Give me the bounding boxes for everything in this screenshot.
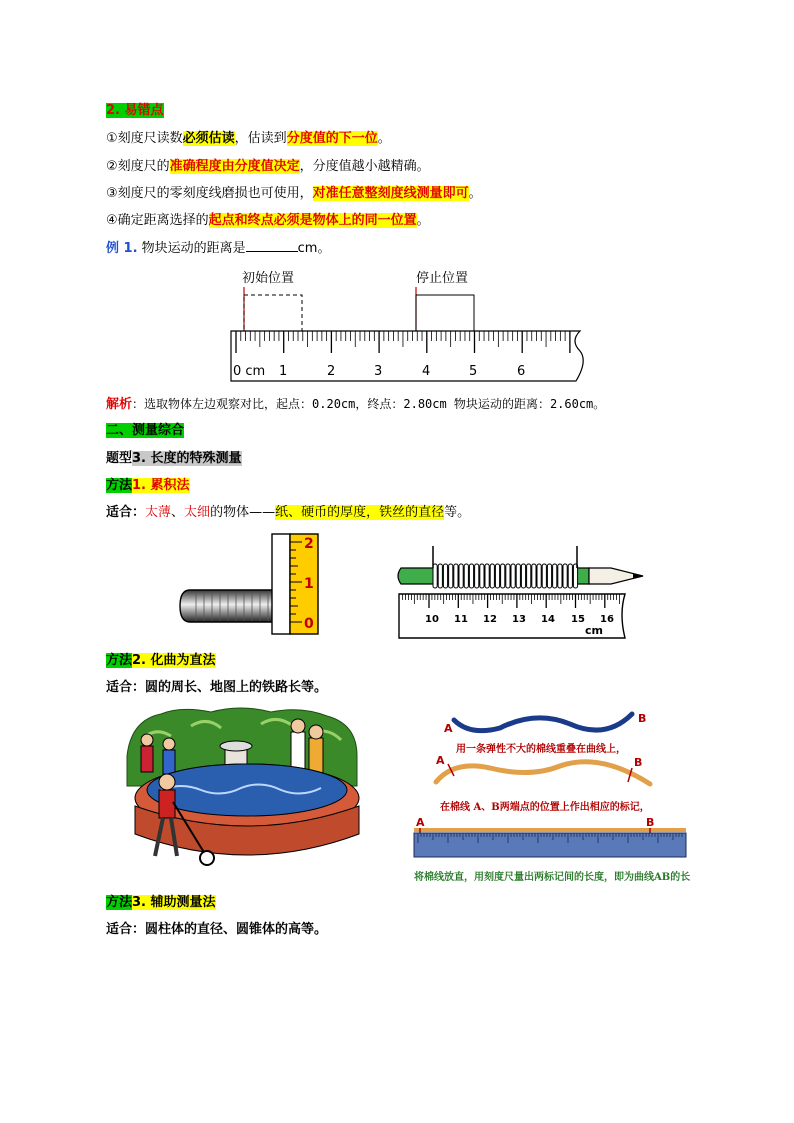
answer-blank <box>246 239 298 252</box>
method-label: 方法 <box>106 653 133 668</box>
analysis-line <box>106 394 605 415</box>
point-b-label: B <box>646 816 655 829</box>
thread-on-curve <box>436 762 650 784</box>
wire-pencil-diagram <box>393 538 649 644</box>
caption-1: 用一条弹性不大的棉线重叠在曲线上， <box>456 744 626 755</box>
item-highlight: 准确程度由分度值决定 <box>169 159 300 174</box>
ruler-label: 5 <box>469 364 478 379</box>
question-unit: cm。 <box>297 241 331 256</box>
ruler-label: 14 <box>541 614 555 625</box>
ruler-label: 15 <box>571 614 585 625</box>
item-text: ，估读到 <box>234 131 287 146</box>
method-label: 方法 <box>106 478 133 493</box>
fit-sep: 、 <box>171 505 185 520</box>
fit-label: 适合： <box>106 505 146 520</box>
caption-3: 将棉线放直，用刻度尺量出两标记间的长度，即为曲线AB的长 <box>414 872 691 883</box>
fit-text: 等。 <box>444 505 471 520</box>
curve-straight-figure <box>410 706 700 890</box>
coin-stack-figure <box>176 530 324 642</box>
ruler-label: 10 <box>425 614 439 625</box>
method-title: 3. 辅助测量法 <box>132 895 216 910</box>
coil-loop <box>516 564 520 588</box>
coil-loop <box>568 564 572 588</box>
coil-loop <box>542 564 546 588</box>
point-a-label: A <box>436 754 445 767</box>
ruler-label: 0 <box>304 616 314 632</box>
method-label: 方法 <box>106 895 133 910</box>
coil-loop <box>490 564 494 588</box>
item-text: 。 <box>416 213 430 228</box>
wire-pencil-figure <box>393 538 649 644</box>
analysis-label: 解析 <box>106 397 133 412</box>
coil-loop <box>454 564 458 588</box>
curve-ab <box>454 714 632 731</box>
fit-item: 太细 <box>184 505 211 520</box>
example-label: 例 1. <box>106 241 138 256</box>
item-text: 。 <box>377 131 391 146</box>
coil-loop <box>553 564 557 588</box>
example-question <box>106 239 330 259</box>
fit-label: 适合： <box>106 680 146 695</box>
coil-loop <box>469 564 473 588</box>
caption-2: 在棉线 A、B两端点的位置上作出相应的标记， <box>440 802 650 813</box>
method-title: 2. 化曲为直法 <box>132 653 216 668</box>
section-heading <box>106 101 164 121</box>
coil-loop <box>547 564 551 588</box>
ruler-figure <box>228 265 594 385</box>
stop-label: 停止位置 <box>416 271 469 286</box>
method-title: 1. 累积法 <box>132 478 190 493</box>
coil-loop <box>485 564 489 588</box>
item-highlight: 起点和终点必须是物体上的同一位置 <box>208 213 417 228</box>
method-3-fit <box>106 920 327 940</box>
fit-text: 圆柱体的直径、圆锥体的高等。 <box>145 922 328 937</box>
coil-loop <box>527 564 531 588</box>
coil-loop <box>438 564 442 588</box>
curve-straight-diagram <box>410 706 700 890</box>
fit-label: 适合： <box>106 922 146 937</box>
point-b-label: B <box>634 756 643 769</box>
coil-loop <box>449 564 453 588</box>
item-highlight: 分度值的下一位 <box>286 131 378 146</box>
coil-loop <box>521 564 525 588</box>
part-heading <box>106 421 184 441</box>
item-text: ①刻度尺读数 <box>106 131 183 146</box>
coil-loop <box>443 564 447 588</box>
coil-loop <box>506 564 510 588</box>
coil-loop <box>558 564 562 588</box>
ruler-label: 6 <box>517 364 526 379</box>
fit-highlight: 纸、硬币的厚度，铁丝的直径 <box>275 505 445 520</box>
item-text: ，分度值越小越精确。 <box>299 159 430 174</box>
question-text: 物块运动的距离是 <box>137 241 246 256</box>
method-1-heading <box>106 476 190 496</box>
coil-loop <box>563 564 567 588</box>
ruler-label: 3 <box>374 364 383 379</box>
item-highlight: 对准任意整刻度线测量即可 <box>312 186 469 201</box>
coil-loop <box>464 564 468 588</box>
item-2 <box>106 157 430 177</box>
item-1 <box>106 129 391 149</box>
item-text: 。 <box>468 186 482 201</box>
ruler-label: 1 <box>279 364 288 379</box>
stop-block <box>416 295 474 331</box>
topic-title: 3. 长度的特殊测量 <box>132 451 242 466</box>
ruler-diagram <box>228 265 594 385</box>
item-3 <box>106 184 482 204</box>
start-label: 初始位置 <box>242 271 295 286</box>
method-2-fit <box>106 678 327 698</box>
ruler-unit: cm <box>585 624 603 637</box>
coil-loop <box>475 564 479 588</box>
point-b-label: B <box>638 712 647 725</box>
point-a-label: A <box>416 816 425 829</box>
ruler-label: 12 <box>483 614 497 625</box>
coil-loop <box>537 564 541 588</box>
fountain-scene-figure <box>121 706 363 876</box>
item-highlight: 必须估读 <box>182 131 235 146</box>
coil-loop <box>480 564 484 588</box>
part-2-title: 二、测量综合 <box>106 423 185 438</box>
analysis-text: ：选取物体左边观察对比，起点：0.20cm，终点：2.80cm 物块运动的距离：2.60cm。 <box>132 397 606 411</box>
ruler-label: 4 <box>422 364 431 379</box>
point-a-label: A <box>444 722 453 735</box>
ruler-label: 11 <box>454 614 468 625</box>
fountain-scene-image <box>121 706 363 876</box>
method-1-fit <box>106 503 470 523</box>
start-block <box>244 295 302 331</box>
coil-loop <box>532 564 536 588</box>
wire-coil <box>433 564 578 588</box>
fit-text: 的物体—— <box>210 505 276 520</box>
topic-label: 题型 <box>106 451 133 466</box>
coil-loop <box>495 564 499 588</box>
item-4 <box>106 211 430 231</box>
item-text: ④确定距离选择的 <box>106 213 209 228</box>
ruler-label: 2 <box>327 364 336 379</box>
coil-loop <box>459 564 463 588</box>
item-text: ③刻度尺的零刻度线磨损也可使用， <box>106 186 313 201</box>
section-2-title: 2. 易错点 <box>106 103 164 118</box>
ruler-label: 0 cm <box>233 364 266 379</box>
ruler-label: 2 <box>304 536 314 552</box>
topic-heading <box>106 449 242 469</box>
method-3-heading <box>106 893 216 913</box>
fit-text: 圆的周长、地图上的铁路长等。 <box>145 680 328 695</box>
item-text: ②刻度尺的 <box>106 159 170 174</box>
coil-loop <box>501 564 505 588</box>
ruler-label: 1 <box>304 576 314 592</box>
coil-loop <box>511 564 515 588</box>
fit-item: 太薄 <box>145 505 172 520</box>
ruler-label: 13 <box>512 614 526 625</box>
block-left <box>272 534 290 634</box>
ruler-label: 16 <box>600 614 614 625</box>
method-2-heading <box>106 651 216 671</box>
coin-stack-diagram <box>176 530 324 642</box>
